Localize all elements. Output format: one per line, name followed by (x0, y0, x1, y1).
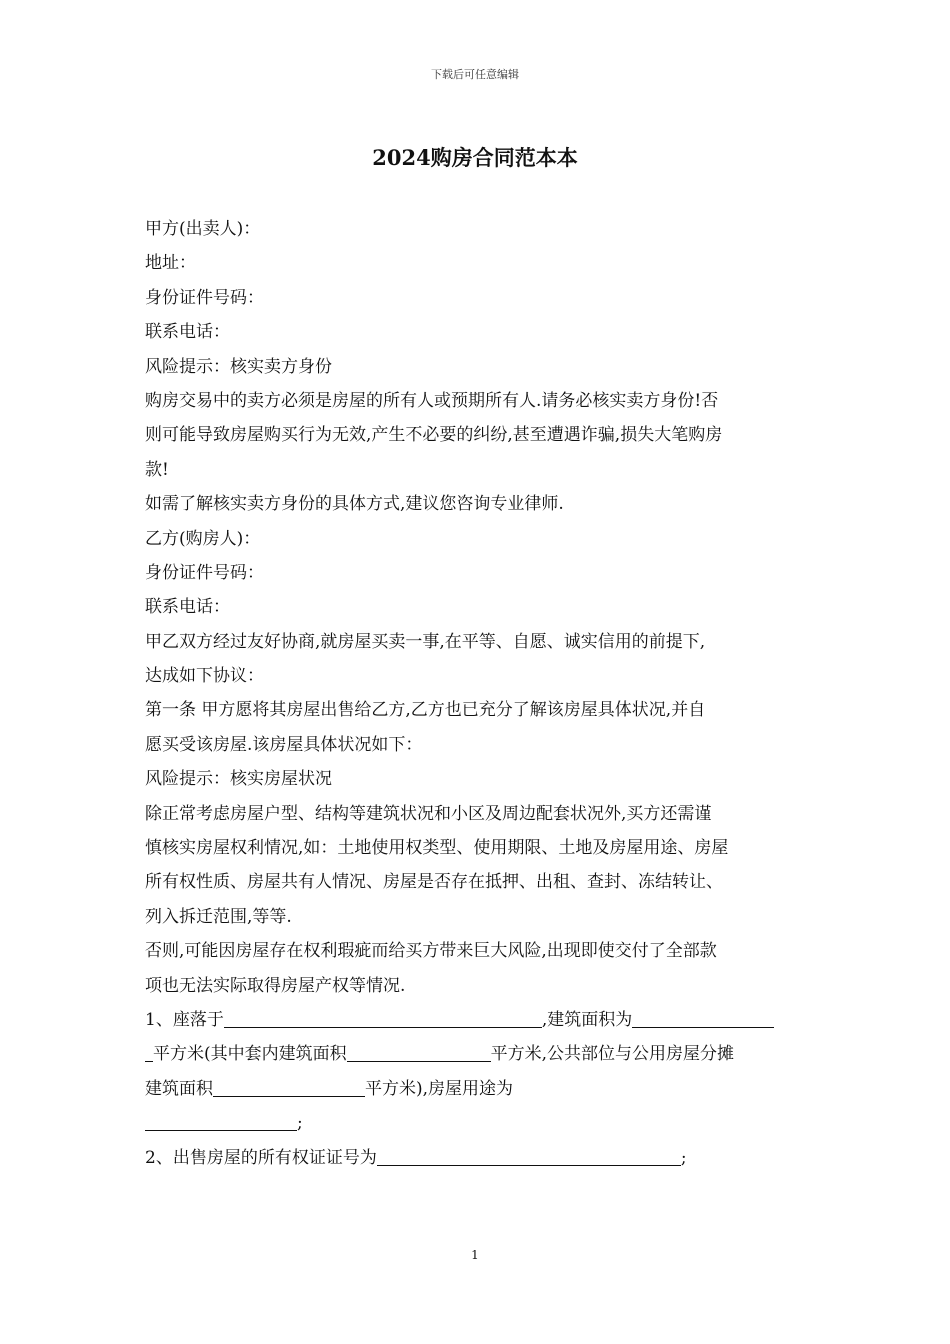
text-line: 否则,可能因房屋存在权利瑕疵而给买方带来巨大风险,出现即使交付了全部款 (145, 941, 717, 962)
blank-underline (224, 1007, 542, 1028)
fill-label: 平方米),房屋用途为 (365, 1078, 514, 1099)
text-line: 列入拆迁范围,等等. (145, 906, 292, 927)
text-line: 风险提示：核实房屋状况 (145, 769, 332, 790)
text-line: 第一条 甲方愿将其房屋出售给乙方,乙方也已充分了解该房屋具体状况,并自 (145, 700, 706, 721)
text-line: 乙方(购房人)： (145, 528, 261, 549)
blank-underline (377, 1145, 681, 1166)
fill-label: ,建筑面积为 (541, 1009, 633, 1030)
blank-underline (213, 1076, 365, 1097)
text-line: 地址： (145, 253, 196, 274)
fill-label: 平方米,公共部位与公用房屋分摊 (490, 1044, 735, 1065)
blank-underline (145, 1110, 297, 1131)
text-line: 项也无法实际取得房屋产权等情况. (145, 975, 406, 996)
fill-line-shared-area (145, 1072, 810, 1106)
text-line: 除正常考虑房屋户型、结构等建筑状况和小区及周边配套状况外,买方还需谨 (145, 803, 712, 824)
text-line: 购房交易中的卖方必须是房屋的所有人或预期所有人.请务必核实卖方身份!否 (145, 390, 719, 411)
fill-label: ; (680, 1147, 687, 1168)
fill-line-usage (145, 1106, 810, 1140)
text-line: 身份证件号码： (145, 287, 264, 308)
page-header: 下载后可任意编辑 (431, 68, 519, 81)
text-line: 款! (145, 459, 169, 480)
text-line: 达成如下协议： (145, 666, 264, 687)
text-line: 身份证件号码： (145, 562, 264, 583)
document-title: 2024购房合同范本本 (372, 145, 578, 170)
text-line: 慎核实房屋权利情况,如：土地使用权类型、使用期限、土地及房屋用途、房屋 (145, 838, 729, 859)
text-line: 则可能导致房屋购买行为无效,产生不必要的纠纷,甚至遭遇诈骗,损失大笔购房 (145, 425, 723, 446)
fill-line-area (145, 1037, 810, 1071)
fill-label: ; (297, 1113, 303, 1134)
text-line: 愿买受该房屋.该房屋具体状况如下： (145, 734, 423, 755)
fill-label: 平方米(其中套内建筑面积 (153, 1044, 347, 1065)
page-number: 1 (471, 1248, 479, 1262)
fill-label: 2、出售房屋的所有权证证号为 (145, 1147, 377, 1168)
text-line: 甲乙双方经过友好协商,就房屋买卖一事,在平等、自愿、诚实信用的前提下, (145, 631, 706, 652)
text-line: 如需了解核实卖方身份的具体方式,建议您咨询专业律师. (145, 494, 564, 515)
document-body (145, 212, 810, 1175)
fill-label: 建筑面积 (145, 1078, 213, 1099)
fill-line-certificate (145, 1141, 810, 1175)
fill-label: 1、座落于 (145, 1009, 224, 1030)
text-line: 风险提示：核实卖方身份 (145, 356, 332, 377)
blank-underline (145, 1041, 153, 1062)
text-line: 甲方(出卖人)： (145, 219, 261, 239)
text-line: 所有权性质、房屋共有人情况、房屋是否存在抵押、出租、查封、冻结转让、 (145, 872, 723, 893)
fill-line-location (145, 1003, 810, 1037)
text-line: 联系电话： (145, 322, 230, 343)
text-line: 联系电话： (145, 597, 230, 618)
blank-underline (632, 1007, 774, 1028)
blank-underline (347, 1041, 491, 1062)
